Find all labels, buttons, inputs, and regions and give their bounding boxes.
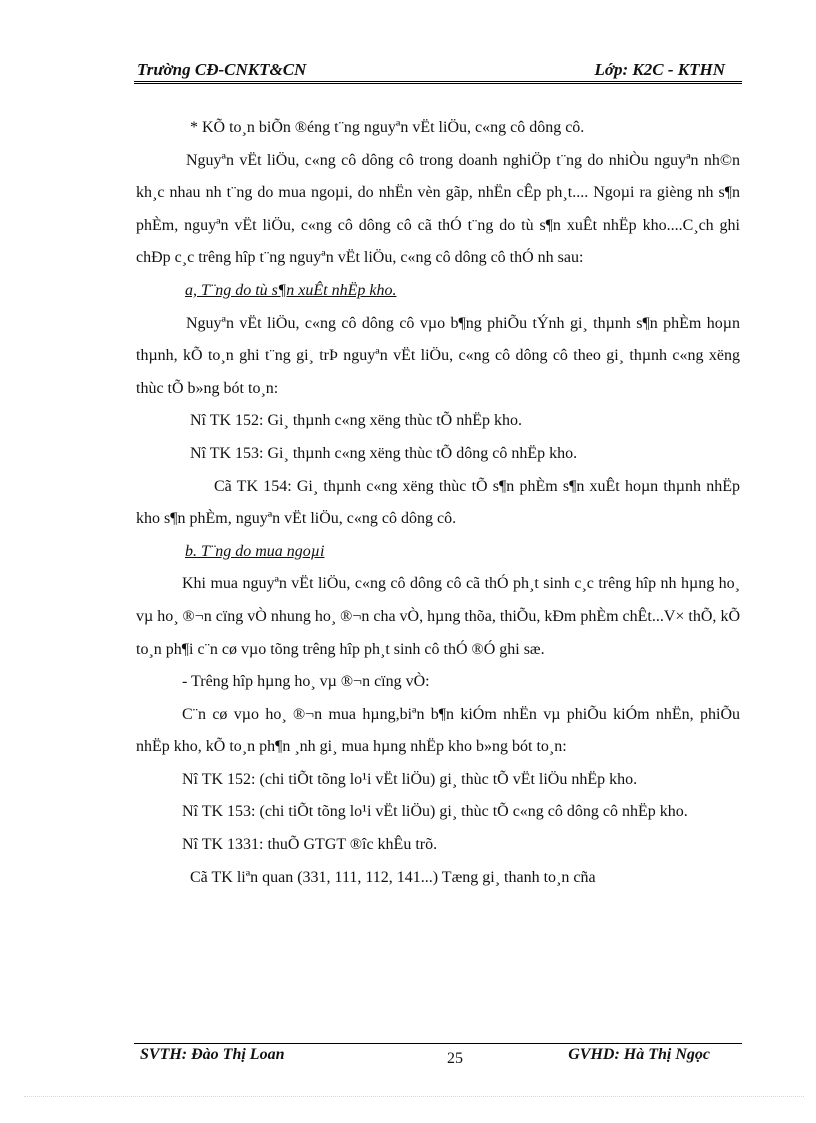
header-class: Lớp: K2C - KTHN bbox=[594, 60, 725, 79]
header-rule bbox=[134, 81, 742, 84]
paragraph: Nguyªn vËt liÖu, c«ng cô dông cô vµo b¶ng phiÕu tÝnh gi¸ thµnh s¶n phÈm hoµn thµnh, kÕ to¸n ghi t¨ng gi¸ trÞ nguyªn vËt liÖu, c«ng cô dông cô theo gi¸ thµnh c«ng xëng thùc tÕ b»ng bót to¸n: bbox=[136, 314, 740, 397]
page-footer bbox=[140, 1046, 740, 1070]
document-body bbox=[136, 112, 740, 894]
paragraph: Nî TK 153: Gi¸ thµnh c«ng xëng thùc tÕ dông cô nhËp kho. bbox=[190, 444, 578, 462]
paragraph: Nguyªn vËt liÖu, c«ng cô dông cô trong doanh nghiÖp t¨ng do nhiÒu nguyªn nh©n kh¸c nhau nh t¨ng do mua ngoµi, do nhËn vèn gãp, nhËn cÊp ph¸t.... Ngoµi ra gièng nh s¶n phÈm, nguyªn vËt liÖu, c«ng cô dông cô cã thÓ t¨ng do tù s¶n xuÊt nhËp kho....C¸ch ghi chÐp c¸c trêng hîp t¨ng nguyªn vËt liÖu, c«ng cô dông cô thÓ nh sau: bbox=[136, 151, 740, 267]
paragraph: Cã TK 154: Gi¸ thµnh c«ng xëng thùc tÕ s¶n phÈm s¶n xuÊt hoµn thµnh nhËp kho s¶n phÈm, nguyªn vËt liÖu, c«ng cô dông cô. bbox=[136, 477, 740, 528]
header-school: Trường CĐ-CNKT&CN bbox=[137, 60, 307, 79]
paragraph: Nî TK 152: Gi¸ thµnh c«ng xëng thùc tÕ nhËp kho. bbox=[190, 412, 522, 430]
footer-advisor: GVHD: Hà Thị Ngọc bbox=[568, 1046, 710, 1063]
paragraph: Nî TK 1331: thuÕ GTGT ®îc khÊu trõ. bbox=[182, 836, 438, 854]
section-heading-a: a, T¨ng do tù s¶n xuÊt nhËp kho. bbox=[185, 281, 397, 299]
paragraph: Nî TK 153: (chi tiÕt tõng lo¹i vËt liÖu) gi¸ thùc tÕ c«ng cô dông cô nhËp kho. bbox=[182, 803, 688, 821]
page-header bbox=[137, 60, 741, 82]
footer-student: SVTH: Đào Thị Loan bbox=[140, 1046, 285, 1063]
paragraph: Khi mua nguyªn vËt liÖu, c«ng cô dông cô cã thÓ ph¸t sinh c¸c trêng hîp nh hµng ho¸ vµ ho¸ ®¬n cïng vÒ nhung ho¸ ®¬n cha vÒ, hµng thõa, thiÕu, kÐm phÈm chÊt...V× thÕ, kÕ to¸n ph¶i c¨n cø vµo tõng trêng hîp ph¸t sinh cô thÓ ®Ó ghi sæ. bbox=[136, 575, 740, 658]
page-number: 25 bbox=[447, 1050, 463, 1067]
paragraph: Cã TK liªn quan (331, 111, 112, 141...) Tæng gi¸ thanh to¸n cña bbox=[190, 868, 596, 886]
footer-rule bbox=[134, 1043, 742, 1044]
paragraph: - Trêng hîp hµng ho¸ vµ ®¬n cïng vÒ: bbox=[182, 673, 430, 691]
section-heading-b: b. T¨ng do mua ngoµi bbox=[185, 542, 325, 560]
paragraph: Nî TK 152: (chi tiÕt tõng lo¹i vËt liÖu) gi¸ thùc tÕ vËt liÖu nhËp kho. bbox=[182, 770, 638, 788]
paragraph: * KÕ to¸n biÕn ®éng t¨ng nguyªn vËt liÖu, c«ng cô dông cô. bbox=[190, 119, 585, 136]
page-bottom-divider bbox=[24, 1096, 804, 1097]
paragraph: C¨n cø vµo ho¸ ®¬n mua hµng,biªn b¶n kiÓm nhËn vµ phiÕu kiÓm nhËn, phiÕu nhËp kho, kÕ to¸n ph¶n ¸nh gi¸ mua hµng nhËp kho b»ng bót to¸n: bbox=[136, 705, 740, 756]
